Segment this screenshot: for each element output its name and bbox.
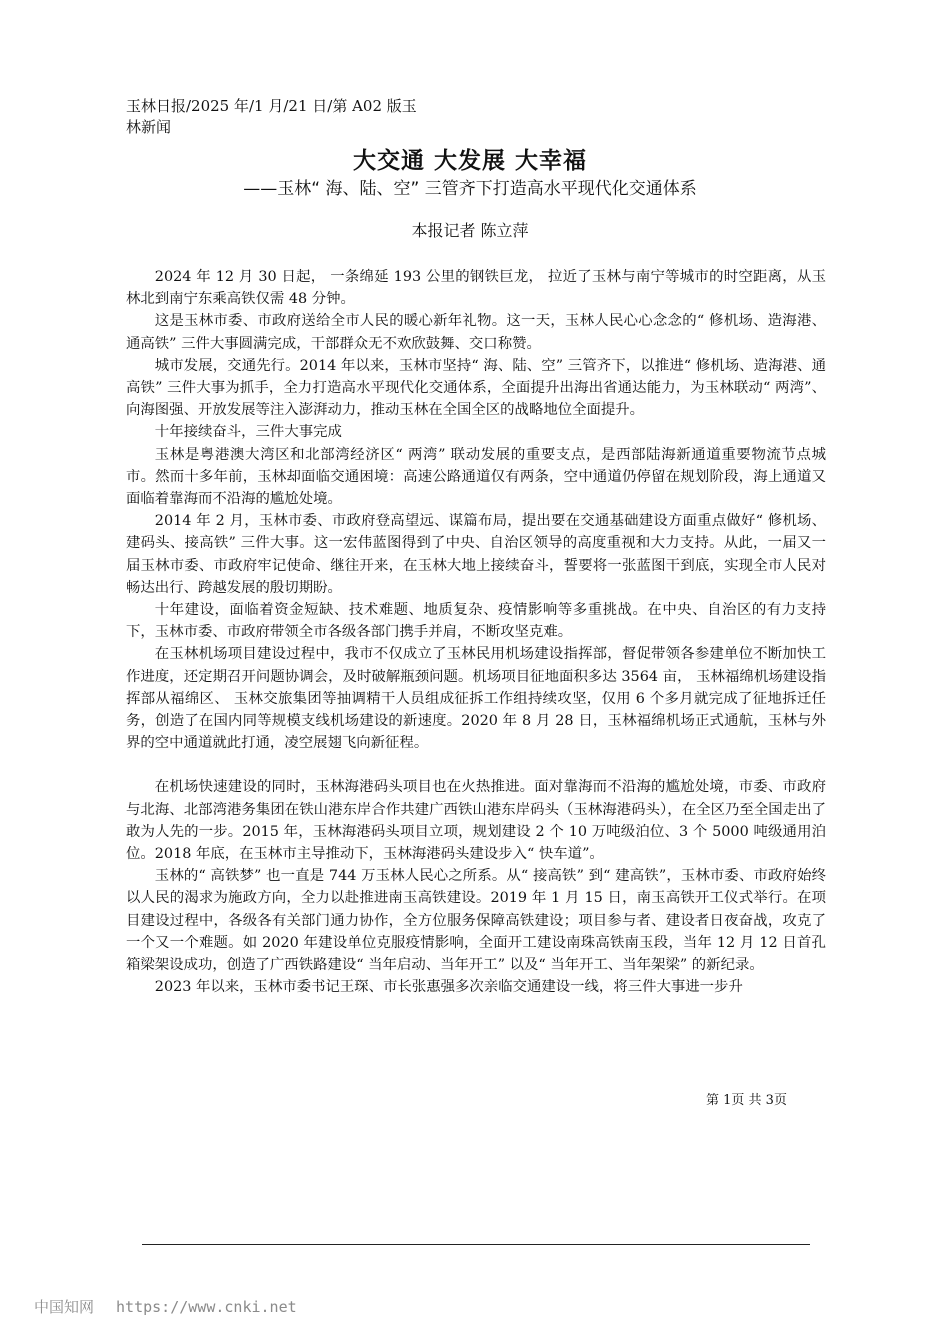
body-paragraph: 这是玉林市委、市政府送给全市人民的暖心新年礼物。这一天，玉林人民心心念念的“ 修机场、造海港、通高铁” 三件大事圆满完成，干部群众无不欢欣鼓舞、交口称赞。	[126, 313, 826, 352]
body-paragraph: 2014 年 2 月，玉林市委、市政府登高望远、谋篇布局，提出要在交通基础建设方面重点做好“ 修机场、建码头、接高铁” 三件大事。这一宏伟蓝图得到了中央、自治区领导的高度重视和大力支持。从此，一届又一届玉林市委、市政府牢记使命、继往开来，在玉林大地上接续奋斗，誓要将一张蓝图干到底，实现全市人民对畅达出行、跨越发展的殷切期盼。	[126, 513, 826, 596]
body-paragraph: 2023 年以来，玉林市委书记王琛、市长张惠强多次亲临交通建设一线，将三件大事进一步升	[154, 979, 743, 996]
article-title: 大交通 大发展 大幸福	[352, 148, 587, 174]
article-subtitle: ——玉林“ 海、陆、空” 三管齐下打造高水平现代化交通体系	[243, 179, 697, 199]
cnki-watermark	[34, 1296, 297, 1317]
body-paragraph: 在机场快速建设的同时，玉林海港码头项目也在火热推进。面对靠海而不沿海的尴尬处境，市委、市政府与北海、北部湾港务集团在铁山港东岸合作共建广西铁山港东岸码头（玉林海港码头），在全区乃至全国走出了敢为人先的一步。2015 年，玉林海港码头项目立项，规划建设 2 个 10 万吨级泊位、3 个 5000 吨级通用泊位。2018 年底，在玉林市主导推动下，玉林海港码头建设步入“ 快车道”。	[126, 779, 826, 863]
footer-divider	[142, 1244, 810, 1245]
watermark-brand: 中国知网	[34, 1298, 95, 1316]
body-paragraph: 十年建设，面临着资金短缺、技术难题、地质复杂、疫情影响等多重挑战。在中央、自治区的有力支持下，玉林市委、市政府带领全市各级各部门携手并肩，不断攻坚克难。	[126, 602, 826, 641]
body-paragraph: 2024 年 12 月 30 日起， 一条绵延 193 公里的钢铁巨龙， 拉近了玉林与南宁等城市的时空距离，从玉林北到南宁东乘高铁仅需 48 分钟。	[126, 269, 826, 308]
section-heading: 十年接续奋斗，三件大事完成	[154, 424, 342, 441]
article-byline: 本报记者 陈立萍	[411, 221, 529, 240]
source-line: 玉林日报/2025 年/1 月/21 日/第 A02 版玉林新闻	[126, 97, 417, 136]
body-paragraph: 玉林的“ 高铁梦” 也一直是 744 万玉林人民心之所系。从“ 接高铁” 到“ 建高铁”，玉林市委、市政府始终以人民的渴求为施政方向，全力以赴推进南玉高铁建设。2019 年 1 月 15 日，南玉高铁开工仪式举行。在项目建设过程中，各级各有关部门通力协作，全方位服务保障高铁建设；项目参与者、建设者日夜奋战，攻克了一个又一个难题。如 2020 年建设单位克服疫情影响，全面开工建设南珠高铁南玉段，当年 12 月 12 日首孔箱梁架设成功，创造了广西铁路建设“ 当年启动、当年开工” 以及“ 当年开工、当年架梁” 的新纪录。	[126, 868, 826, 974]
body-paragraph: 城市发展，交通先行。2014 年以来，玉林市坚持“ 海、陆、空” 三管齐下，以推进“ 修机场、造海港、通高铁” 三件大事为抓手，全力打造高水平现代化交通体系，全面提升出海出省通达能力，为玉林联动“ 两湾”、向海图强、开放发展等注入澎湃动力，推动玉林在全国全区的战略地位全面提升。	[126, 357, 826, 419]
article-body	[126, 266, 826, 999]
watermark-url: https://www.cnki.net	[116, 1298, 297, 1316]
body-paragraph: 在玉林机场项目建设过程中，我市不仅成立了玉林民用机场建设指挥部，督促带领各参建单位不断加快工作进度，还定期召开问题协调会，及时破解瓶颈问题。机场项目征地面积多达 3564 亩， 玉林福绵机场建设指挥部从福绵区、 玉林交旅集团等抽调精干人员组成征拆工作组持续攻坚，仅用 6 个多月就完成了征地拆迁任务，创造了在国内同等规模支线机场建设的新速度。2020 年 8 月 28 日，玉林福绵机场正式通航，玉林与外界的空中通道就此打通，凌空展翅飞向新征程。	[126, 646, 826, 752]
page-number: 第 1页 共 3页	[706, 1093, 787, 1108]
body-paragraph: 玉林是粤港澳大湾区和北部湾经济区“ 两湾” 联动发展的重要支点，是西部陆海新通道重要物流节点城市。然而十多年前，玉林却面临交通困境：高速公路通道仅有两条，空中通道仍停留在规划阶段，海上通道又面临着靠海而不沿海的尴尬处境。	[126, 446, 826, 508]
